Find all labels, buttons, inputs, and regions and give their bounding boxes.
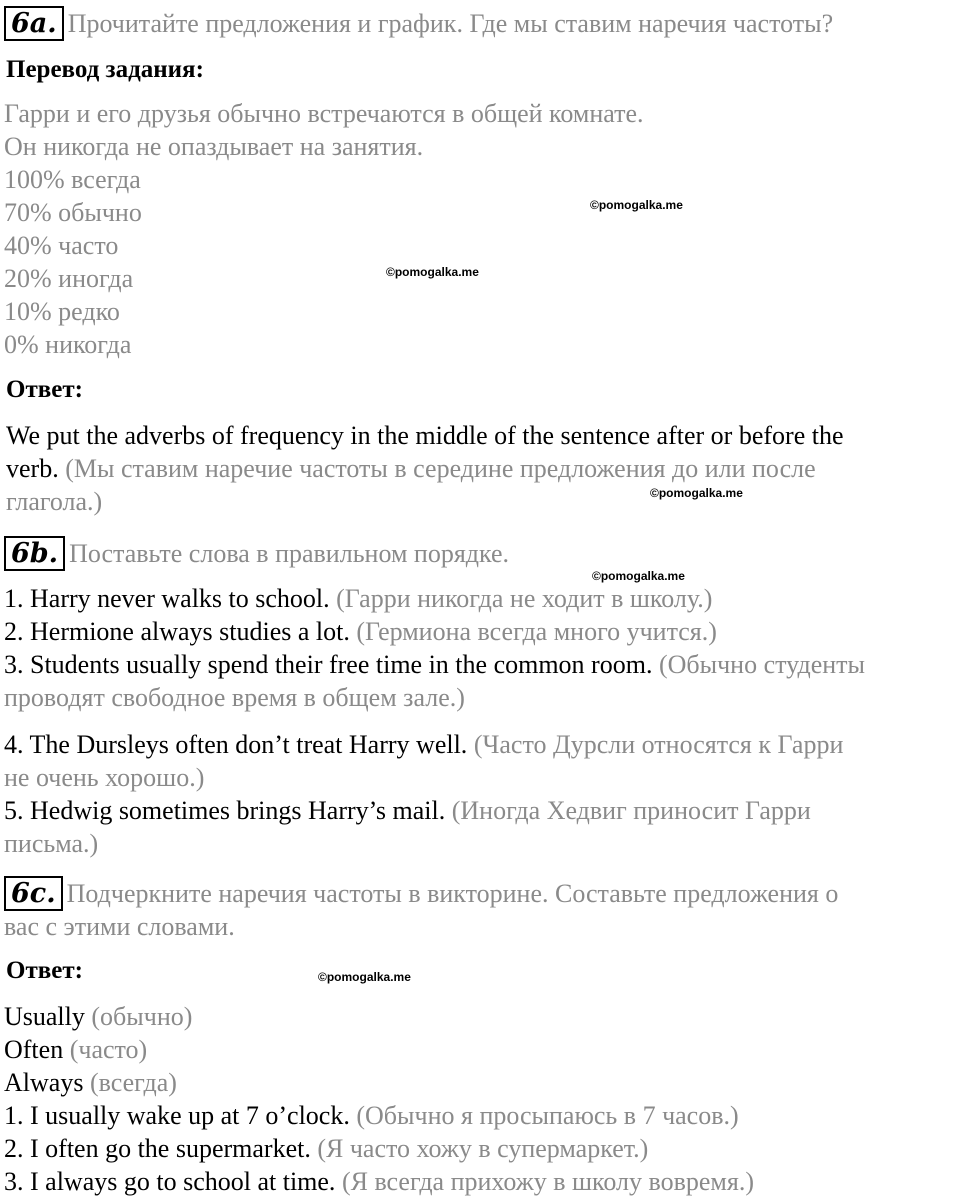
answer-6a-ru-1: (Мы ставим наречие частоты в середине предложения до или после [65, 454, 816, 483]
exercise-label-6c: 6c. [4, 876, 63, 911]
answer-6a-line-2 [6, 452, 816, 485]
list-item [4, 1033, 147, 1066]
answer-6a-line-1: We put the adverbs of frequency in the middle of the sentence after or before the [6, 421, 844, 450]
list-item [4, 1132, 648, 1165]
translation-line-2: Он никогда не опаздывает на занятия. [4, 132, 424, 161]
watermark: ©pomogalka.me [590, 198, 683, 212]
sentence-ru: (Обычно я просыпаюсь в 7 часов.) [356, 1101, 739, 1130]
list-item [4, 1000, 192, 1033]
item-en: 5. Hedwig sometimes brings Harry’s mail. [4, 796, 446, 825]
item-ru-cont: не очень хорошо.) [4, 763, 205, 792]
word-ru: (обычно) [91, 1002, 193, 1031]
translation-heading: Перевод задания: [6, 56, 204, 83]
item-ru-cont: проводят свободное время в общем зале.) [4, 683, 465, 712]
answer-6a-en-end: verb. [6, 454, 59, 483]
list-item [4, 648, 865, 681]
list-item [4, 1165, 754, 1198]
frequency-line-70: 70% обычно [4, 198, 142, 227]
list-item [4, 728, 843, 761]
item-ru-cont: письма.) [4, 829, 99, 858]
item-en: 3. Students usually spend their free time in the common room. [4, 650, 653, 679]
list-item [4, 794, 811, 827]
list-item [4, 582, 712, 615]
sentence-en: 3. I always go to school at time. [4, 1167, 336, 1196]
frequency-line-10: 10% редко [4, 297, 120, 326]
item-ru: (Иногда Хедвиг приносит Гарри [451, 796, 811, 825]
word-en: Usually [4, 1002, 85, 1031]
answer-heading-6a: Ответ: [6, 376, 83, 403]
exercise-instruction-6c: Подчеркните наречия частоты в викторине. Составьте предложения о [66, 879, 839, 908]
section-6c-header [4, 876, 838, 911]
section-6b-header [4, 536, 509, 571]
sentence-en: 2. I often go the supermarket. [4, 1134, 311, 1163]
sentence-ru: (Я всегда прихожу в школу вовремя.) [341, 1167, 754, 1196]
word-en: Always [4, 1068, 84, 1097]
watermark: ©pomogalka.me [318, 970, 411, 984]
exercise-instruction-6b: Поставьте слова в правильном порядке. [69, 539, 510, 568]
frequency-line-40: 40% часто [4, 231, 119, 260]
item-en: 1. Harry never walks to school. [4, 584, 330, 613]
exercise-label-6a: 6a. [4, 6, 64, 41]
frequency-line-0: 0% никогда [4, 330, 132, 359]
section-6a-header [4, 6, 833, 41]
item-ru: (Гермиона всегда много учится.) [356, 617, 717, 646]
frequency-line-100: 100% всегда [4, 165, 141, 194]
item-ru: (Обычно студенты [658, 650, 866, 679]
watermark: ©pomogalka.me [386, 265, 479, 279]
word-ru: (часто) [69, 1035, 148, 1064]
sentence-en: 1. I usually wake up at 7 o’clock. [4, 1101, 350, 1130]
word-ru: (всегда) [89, 1068, 177, 1097]
item-en: 2. Hermione always studies a lot. [4, 617, 350, 646]
word-en: Often [4, 1035, 64, 1064]
list-item [4, 1066, 177, 1099]
frequency-line-20: 20% иногда [4, 264, 134, 293]
list-item [4, 1099, 739, 1132]
translation-line-1: Гарри и его друзья обычно встречаются в общей комнате. [4, 99, 644, 128]
answer-heading-6c: Ответ: [6, 957, 83, 984]
answer-6a-ru-2: глагола.) [6, 487, 103, 516]
exercise-instruction-6c-cont: вас с этими словами. [4, 912, 235, 941]
item-ru: (Гарри никогда не ходит в школу.) [336, 584, 713, 613]
watermark: ©pomogalka.me [650, 486, 743, 500]
list-item [4, 615, 717, 648]
sentence-ru: (Я часто хожу в супермаркет.) [317, 1134, 649, 1163]
item-ru: (Часто Дурсли относятся к Гарри [473, 730, 844, 759]
watermark: ©pomogalka.me [592, 569, 685, 583]
exercise-instruction-6a: Прочитайте предложения и график. Где мы ставим наречия частоты? [67, 9, 834, 38]
item-en: 4. The Dursleys often don’t treat Harry well. [4, 730, 468, 759]
exercise-label-6b: 6b. [4, 536, 65, 571]
